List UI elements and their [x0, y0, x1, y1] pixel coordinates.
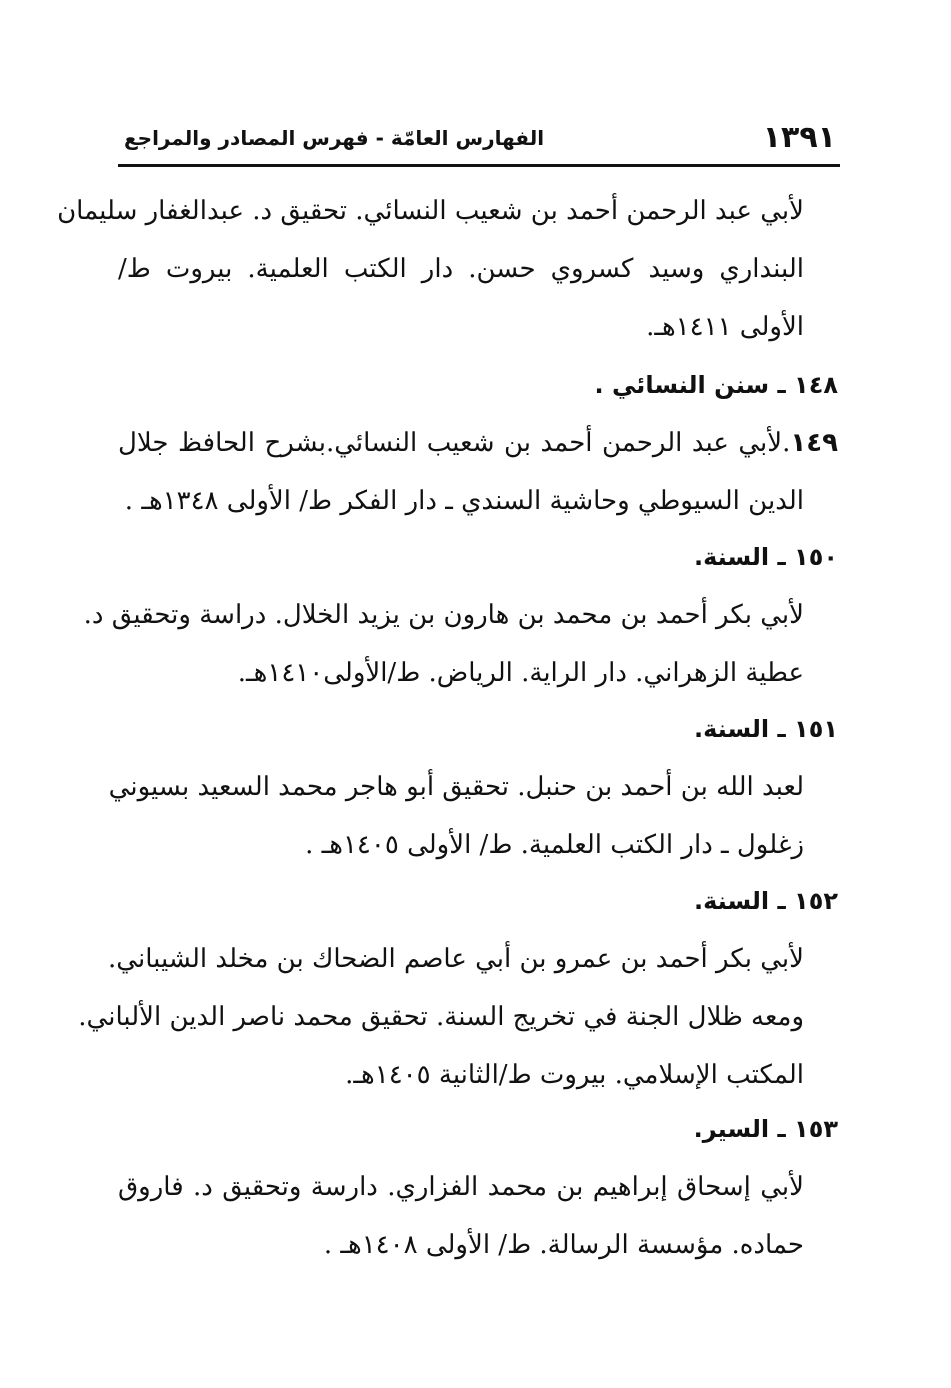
body-line: عطية الزهراني. دار الراية. الرياض. ط/الأولى١٤١٠هـ. — [237, 658, 804, 688]
page-number: ١٣٩١ — [762, 120, 836, 155]
body-line: البنداري وسيد كسروي حسن. دار الكتب العلمية. بيروت ط/ — [118, 254, 804, 284]
entry-heading: ١٥١ ـ السنة. — [694, 715, 838, 743]
entry-number: ١٤٩ — [790, 428, 838, 458]
body-line: لأبي عبد الرحمن أحمد بن شعيب النسائي. تحقيق د. عبدالغفار سليمان — [57, 196, 804, 226]
body-line: حماده. مؤسسة الرسالة. ط/ الأولى ١٤٠٨هـ . — [323, 1230, 804, 1260]
body-line: زغلول ـ دار الكتب العلمية. ط/ الأولى ١٤٠٥هـ . — [305, 830, 804, 860]
body-line: لأبي بكر أحمد بن عمرو بن أبي عاصم الضحاك بن مخلد الشيباني. — [108, 944, 804, 974]
body-line: المكتب الإسلامي. بيروت ط/الثانية ١٤٠٥هـ. — [345, 1060, 804, 1090]
entry-heading: ١٥٠ ـ السنة. — [694, 543, 838, 571]
entry-heading: ١٥٣ ـ السير. — [693, 1115, 838, 1143]
body-line: الدين السيوطي وحاشية السندي ـ دار الفكر ط/ الأولى ١٣٤٨هـ . — [124, 486, 804, 516]
entry-heading: ١٤٨ ـ سنن النسائي . — [594, 371, 838, 399]
body-line: لأبي إسحاق إبراهيم بن محمد الفزاري. دارسة وتحقيق د. فاروق — [118, 1172, 804, 1202]
running-title: الفهارس العامّة - فهرس المصادر والمراجع — [124, 126, 545, 150]
body-line: لعبد الله بن أحمد بن حنبل. تحقيق أبو هاجر محمد السعيد بسيوني — [108, 772, 804, 802]
page-header — [118, 118, 840, 167]
body-line-numbered — [118, 414, 838, 472]
body-line: لأبي بكر أحمد بن محمد بن هارون بن يزيد الخلال. دراسة وتحقيق د. — [83, 600, 804, 630]
body-line: الأولى ١٤١١هـ. — [646, 312, 804, 342]
entry-heading: ١٥٢ ـ السنة. — [694, 887, 838, 915]
body-line: ومعه ظلال الجنة في تخريج السنة. تحقيق محمد ناصر الدين الألباني. — [78, 1002, 804, 1032]
body-line-text: .لأبي عبد الرحمن أحمد بن شعيب النسائي.بشرح الحافظ جلال — [118, 428, 791, 458]
